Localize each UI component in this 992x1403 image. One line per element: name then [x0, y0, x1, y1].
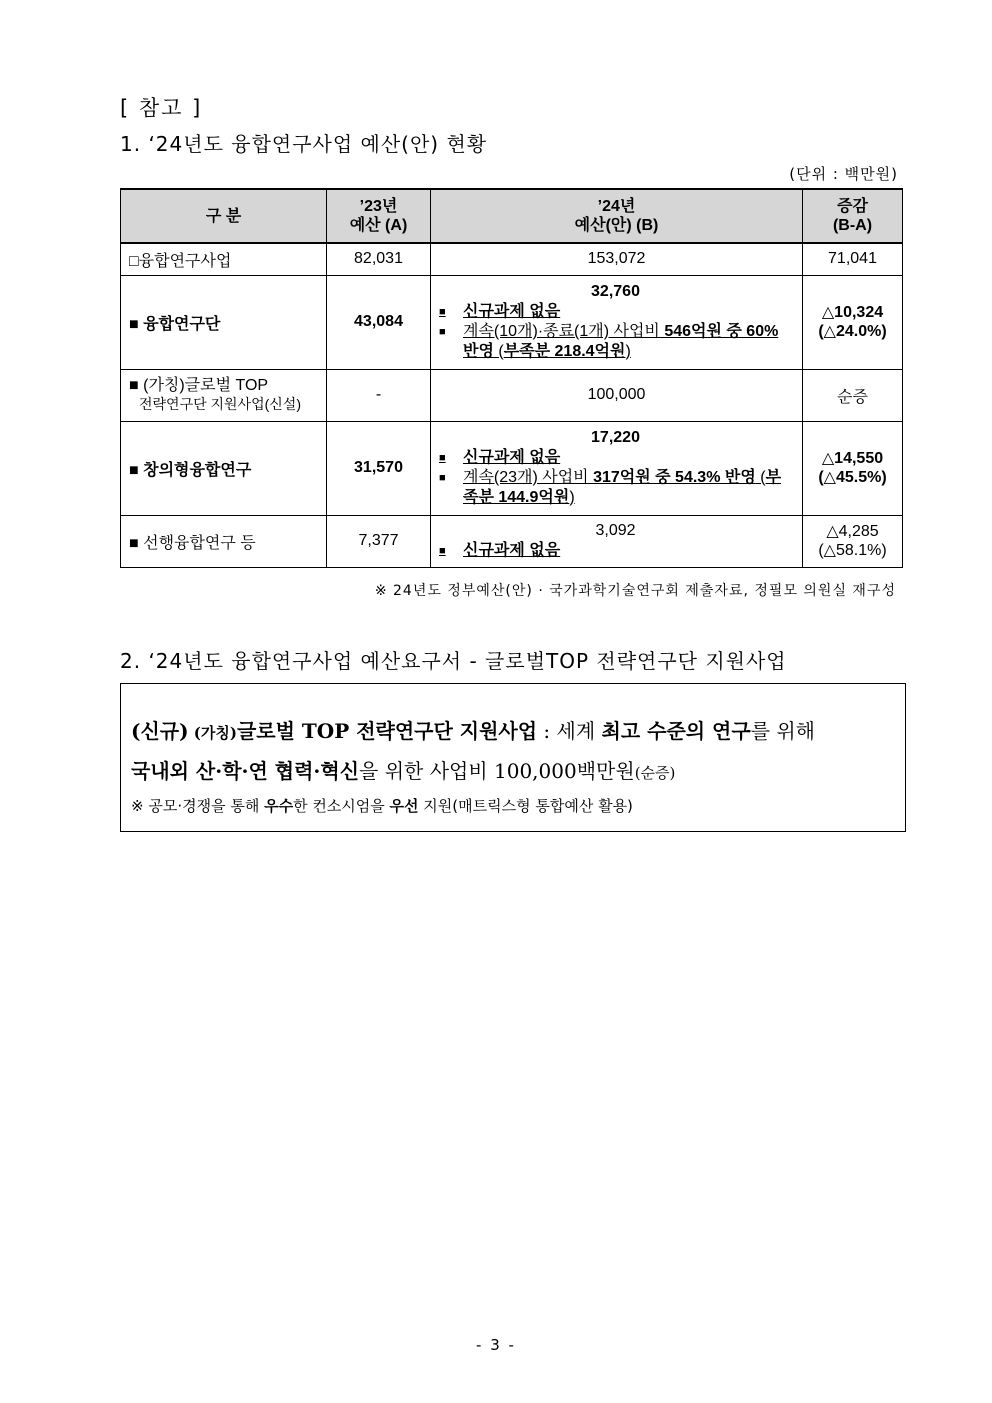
header-2024-line2: 예산(안) (B)	[574, 217, 659, 234]
bullet-item	[439, 322, 792, 362]
bullet-item	[439, 448, 792, 468]
header-2024-budget	[431, 189, 803, 243]
bullet-text: 신규과제 없음	[463, 303, 561, 320]
bullet-item	[439, 541, 792, 561]
row-2023-value: 82,031	[327, 243, 431, 275]
table-row	[121, 515, 903, 567]
row-2024-value: 100,000	[431, 369, 803, 421]
bullet-item	[439, 468, 792, 508]
summary-line-1: (신규) (가칭)글로벌 TOP 전략연구단 지원사업 : 세계 최고 수준의 연구를 위해	[131, 719, 816, 743]
row-name: ■ 융합연구단	[121, 275, 327, 369]
row-2024-value: 3,092	[595, 522, 636, 539]
bullet-square-icon: ■	[439, 472, 446, 484]
header-category: 구 분	[121, 189, 327, 243]
page-number: - 3 -	[476, 1336, 516, 1354]
header-change-line2: (B-A)	[832, 217, 873, 234]
reference-label: [ 참고 ]	[120, 96, 203, 120]
bullet-square-icon: ■	[439, 326, 446, 338]
table-row	[121, 243, 903, 275]
source-note: ※ 24년도 정부예산(안) · 국가과학기술연구회 제출자료, 정필모 의원실 재구성	[374, 583, 896, 599]
header-2023-line1: ’23년	[359, 198, 398, 215]
section1-title: 1. ‘24년도 융합연구사업 예산(안) 현황	[120, 132, 488, 156]
bullet-square-icon: ■	[439, 452, 446, 464]
table-row	[121, 421, 903, 515]
bullet-text: 계속(10개)·종료(1개) 사업비 546억원 중 60% 반영 (부족분 218.4억원)	[463, 323, 779, 360]
budget-table	[120, 188, 903, 568]
section2-title: 2. ‘24년도 융합연구사업 예산요구서 - 글로벌TOP 전략연구단 지원사업	[120, 649, 787, 673]
header-2023-line2: 예산 (A)	[349, 217, 408, 234]
unit-label: (단위 : 백만원)	[789, 165, 898, 183]
table-row	[121, 369, 903, 421]
row-2023-value: 7,377	[327, 515, 431, 567]
row-change-value: △14,550 (△45.5%)	[803, 421, 903, 515]
bullet-square-icon: ■	[439, 306, 446, 318]
summary-note: ※ 공모·경쟁을 통해 우수한 컨소시엄을 우선 지원(매트릭스형 통합예산 활용)	[131, 797, 633, 815]
row-name: ■ 선행융합연구 등	[121, 515, 327, 567]
header-change-line1: 증감	[837, 198, 868, 215]
row-change-value: 71,041	[803, 243, 903, 275]
row-name: □융합연구사업	[121, 243, 327, 275]
row-2023-value: -	[327, 369, 431, 421]
row-2024-value: 153,072	[431, 243, 803, 275]
row-2024-value: 17,220	[591, 429, 640, 446]
header-2023-budget	[327, 189, 431, 243]
row-name: ■ 창의형융합연구	[121, 421, 327, 515]
row-change-value: △10,324 (△24.0%)	[803, 275, 903, 369]
header-change	[803, 189, 903, 243]
summary-line-2: 국내외 산·학·연 협력·혁신을 위한 사업비 100,000백만원(순증)	[131, 759, 676, 783]
bullet-text: 계속(23개) 사업비 317억원 중 54.3% 반영 (부족분 144.9억원)	[463, 469, 782, 506]
row-2024-detail	[431, 515, 803, 567]
bullet-text: 신규과제 없음	[463, 542, 561, 559]
header-2024-line1: ’24년	[597, 198, 636, 215]
row-2023-value: 43,084	[327, 275, 431, 369]
row-2024-detail	[431, 275, 803, 369]
row-name: ■ (가칭)글로벌 TOP 전략연구단 지원사업(신설)	[121, 369, 327, 421]
table-header-row	[121, 189, 903, 243]
bullet-text: 신규과제 없음	[463, 449, 561, 466]
row-2024-value: 32,760	[591, 283, 640, 300]
bullet-item	[439, 302, 792, 322]
row-2024-detail	[431, 421, 803, 515]
row-2023-value: 31,570	[327, 421, 431, 515]
row-change-value: 순증	[803, 369, 903, 421]
summary-box	[120, 683, 906, 832]
bullet-square-icon: ■	[439, 545, 446, 557]
row-change-value: △4,285 (△58.1%)	[803, 515, 903, 567]
table-row	[121, 275, 903, 369]
